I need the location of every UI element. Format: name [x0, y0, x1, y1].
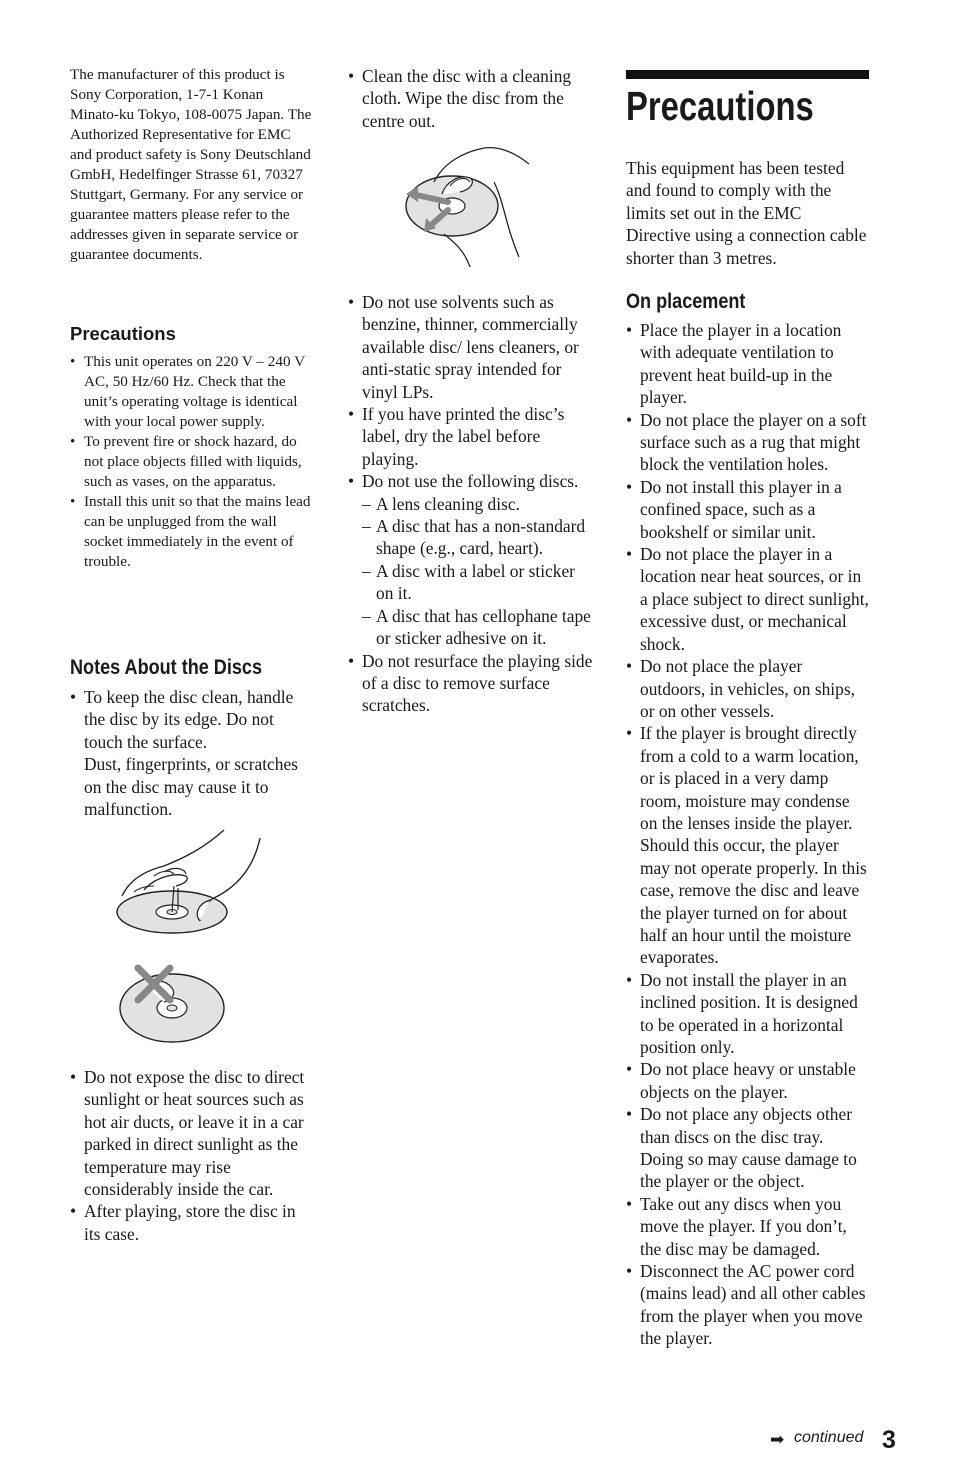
- list-item: • Do not place the player on a soft surface such as a rug that might block the ventilation holes.: [626, 409, 870, 476]
- manufacturer-notice: The manufacturer of this product is Sony Corporation, 1-7-1 Konan Minato-ku Tokyo, 108-0075 Japan. The Authorized Representative for EMC and product safety is Sony Deutschland GmbH, Hedelfinger Strasse 61, 70327 Stuttgart, Germany. For any service or guarantee matters please refer to the addresses given in separate service or guarantee documents.: [70, 66, 312, 263]
- list-item: • If you have printed the disc’s label, dry the label before playing.: [348, 403, 596, 470]
- list-item: • Clean the disc with a cleaning cloth. Wipe the disc from the centre out.: [348, 65, 596, 132]
- list-item: • Install this unit so that the mains lead can be unplugged from the wall socket immediately in the event of trouble.: [70, 492, 314, 572]
- disc-care-list: [348, 291, 596, 717]
- list-item: • This unit operates on 220 V – 240 V AC, 50 Hz/60 Hz. Check that the unit’s operating voltage is identical with your local power supply.: [70, 352, 314, 432]
- continued-label: continued: [794, 1429, 864, 1446]
- list-item: • To prevent fire or shock hazard, do not place objects filled with liquids, such as vases, on the apparatus.: [70, 432, 314, 492]
- list-item: • Do not place any objects other than discs on the disc tray. Doing so may cause damage to the player or the object.: [626, 1103, 870, 1193]
- list-item: • After playing, store the disc in its case.: [70, 1200, 314, 1245]
- malfunction-text: Dust, fingerprints, or scratches on the disc may cause it to malfunction.: [84, 754, 298, 820]
- precautions-subheading-text: Precautions: [70, 323, 176, 344]
- list-item: – A disc that has cellophane tape or sticker adhesive on it.: [362, 605, 596, 650]
- discs-intro: Do not use the following discs.: [362, 471, 579, 492]
- emc-compliance-text: This equipment has been tested and found to comply with the limits set out in the EMC Directive using a connection cable shorter than 3 metres.: [626, 158, 867, 268]
- page-footer: [770, 1426, 900, 1462]
- page-title-text: Precautions: [626, 83, 814, 129]
- list-item: • Do not install the player in an inclined position. It is designed to be operated in a horizontal position only.: [626, 969, 870, 1059]
- do-not-touch-disc-illustration: [118, 958, 233, 1048]
- list-item: • Disconnect the AC power cord (mains lead) and all other cables from the player when you move the player.: [626, 1260, 870, 1350]
- hand-holding-disc-illustration: [114, 826, 314, 936]
- list-item: • Take out any discs when you move the player. If you don’t, the disc may be damaged.: [626, 1193, 870, 1260]
- list-item: • Do not use solvents such as benzine, thinner, commercially available disc/ lens cleaners, or anti-static spray intended for vinyl LPs.: [348, 291, 596, 403]
- list-item: • Do not install this player in a confined space, such as a bookshelf or similar unit.: [626, 476, 870, 543]
- notes-heading-text: Notes About the Discs: [70, 656, 262, 679]
- list-item: • Place the player in a location with adequate ventilation to prevent heat build-up in the player.: [626, 319, 870, 409]
- list-item: – A disc with a label or sticker on it.: [362, 560, 596, 605]
- disc-types-list: [362, 493, 596, 650]
- notes-about-discs-heading: [70, 656, 293, 680]
- power-precautions-list: [70, 352, 314, 572]
- list-item: – A disc that has a non-standard shape (e.g., card, heart).: [362, 515, 596, 560]
- list-item: • Do not expose the disc to direct sunlight or heat sources such as hot air ducts, or leave it in a car parked in direct sunlight as the temperature may rise considerably inside the car.: [70, 1066, 314, 1200]
- page-number: 3: [882, 1426, 896, 1454]
- cleaning-list: [348, 65, 596, 132]
- list-item: • If the player is brought directly from a cold to a warm location, or is placed in a very damp room, moisture may condense on the lenses inside the player. Should this occur, the player may not operate properly. In this case, remove the disc and leave the player turned on for about half an hour until the moisture evaporates.: [626, 722, 870, 968]
- list-item: • Do not resurface the playing side of a disc to remove surface scratches.: [348, 650, 596, 717]
- page-title: [626, 82, 861, 130]
- handling-text: To keep the disc clean, handle the disc by its edge. Do not touch the surface.: [84, 687, 294, 752]
- disc-notes-list-b: [70, 1066, 314, 1245]
- list-item: [70, 686, 314, 820]
- list-item: [348, 470, 596, 649]
- precautions-subheading: [70, 323, 176, 345]
- list-item: – A lens cleaning disc.: [362, 493, 596, 515]
- cleaning-disc-illustration: [404, 142, 539, 272]
- disc-notes-list-a: [70, 686, 314, 820]
- list-item: • Do not place the player outdoors, in vehicles, on ships, or on other vessels.: [626, 655, 870, 722]
- title-rule: [626, 70, 869, 79]
- list-item: • Do not place the player in a location near heat sources, or in a place subject to direct sunlight, excessive dust, or mechanical shock.: [626, 543, 870, 655]
- placement-heading: [626, 290, 765, 314]
- list-item: • Do not place heavy or unstable objects on the player.: [626, 1058, 870, 1103]
- continued-arrow-icon: ➡: [770, 1430, 785, 1450]
- placement-list: [626, 319, 870, 1350]
- placement-heading-text: On placement: [626, 290, 746, 313]
